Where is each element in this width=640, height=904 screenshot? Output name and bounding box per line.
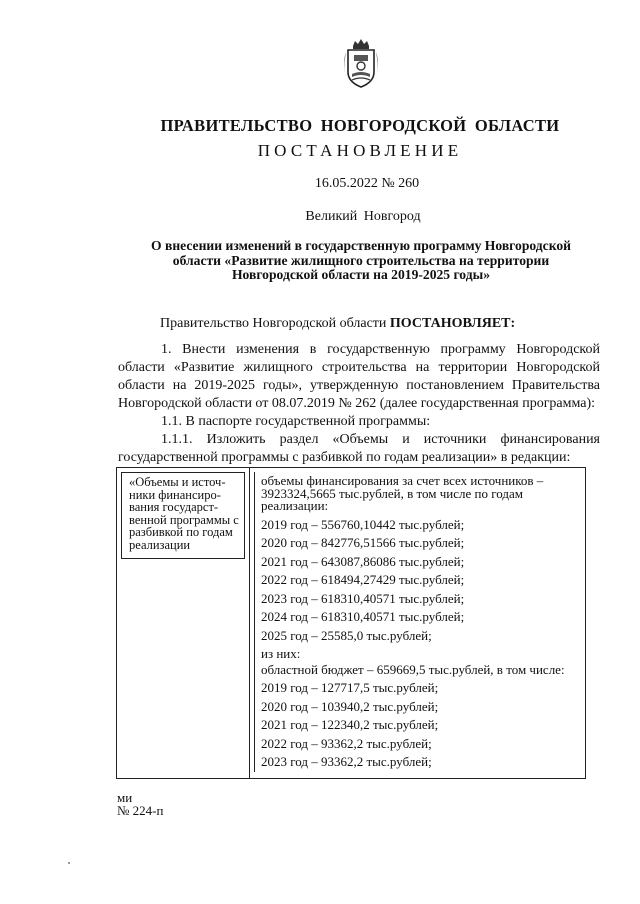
- table-row: [117, 468, 586, 779]
- footnote-initials: ми: [117, 790, 133, 805]
- paragraph-item-1-1: 1.1. В паспорте государственной программы:: [161, 414, 431, 429]
- regional-year-line: 2023 год – 93362,2 тыс.рублей;: [261, 754, 432, 770]
- regional-year-line: 2021 год – 122340,2 тыс.рублей;: [261, 717, 439, 733]
- year-line: 2021 год – 643087,86086 тыс.рублей;: [261, 553, 465, 569]
- decree-line: [160, 315, 515, 333]
- from-them-label: из них:: [261, 646, 301, 662]
- financing-table: [116, 467, 586, 779]
- table-cell-right: [250, 468, 586, 779]
- year-line: 2024 год – 618310,40571 тыс.рублей;: [261, 609, 465, 625]
- table-cell-left: [117, 468, 250, 779]
- coat-of-arms-emblem: [340, 38, 382, 90]
- regional-year-line: 2020 год – 103940,2 тыс.рублей;: [261, 698, 439, 714]
- decree-verb: ПОСТАНОВЛЯЕТ:: [389, 316, 516, 331]
- regional-budget: областной бюджет – 659669,5 тыс.рублей, в том числе:: [261, 661, 565, 677]
- date-number: 16.05.2022 № 260: [314, 176, 420, 191]
- government-title: ПРАВИТЕЛЬСТВО НОВГОРОДСКОЙ ОБЛАСТИ: [160, 116, 560, 135]
- paragraph-item-1-1-1: 1.1.1. Изложить раздел «Объемы и источники финансирования государственной программы с разбивкой по годам реализации» в редакции:: [118, 432, 600, 465]
- year-line: 2023 год – 618310,40571 тыс.рублей;: [261, 590, 465, 606]
- financing-details: [254, 472, 581, 772]
- footnote: [117, 792, 163, 817]
- year-line: 2025 год – 25585,0 тыс.рублей;: [261, 627, 432, 643]
- regional-year-line: 2019 год – 127717,5 тыс.рублей;: [261, 680, 439, 696]
- year-line: 2020 год – 842776,51566 тыс.рублей;: [261, 535, 465, 551]
- paragraph-item-1: 1. Внести изменения в государственную программу Новгородской области «Развитие жилищного строительства на территории Новгородской области на 2019-2025 годы», утвержденную постановлением Правительства Новгородской области от 08.07.2019 № 262 (далее государственная программа):: [118, 342, 600, 411]
- section-label: «Объемы и источ-ники финансиро-вания государст-венной программы с разбивкой по годам реализации: [121, 472, 245, 559]
- total-financing: объемы финансирования за счет всех источников – 3923324,5665 тыс.рублей, в том числе по годам реализации:: [261, 473, 544, 514]
- document-type: ПОСТАНОВЛЕНИЕ: [257, 141, 463, 160]
- regional-year-line: 2022 год – 93362,2 тыс.рублей;: [261, 735, 432, 751]
- subject-title: О внесении изменений в государственную программу Новгородской области «Развитие жилищного строительства на территории Новгородской области на 2019-2025 годы»: [151, 238, 571, 282]
- year-line: 2019 год – 556760,10442 тыс.рублей;: [261, 516, 465, 532]
- decree-prefix: Правительство Новгородской области: [160, 316, 387, 331]
- city: Великий Новгород: [305, 209, 421, 224]
- footnote-number: № 224-п: [117, 802, 164, 818]
- scan-speck: [68, 862, 70, 864]
- year-line: 2022 год – 618494,27429 тыс.рублей;: [261, 572, 465, 588]
